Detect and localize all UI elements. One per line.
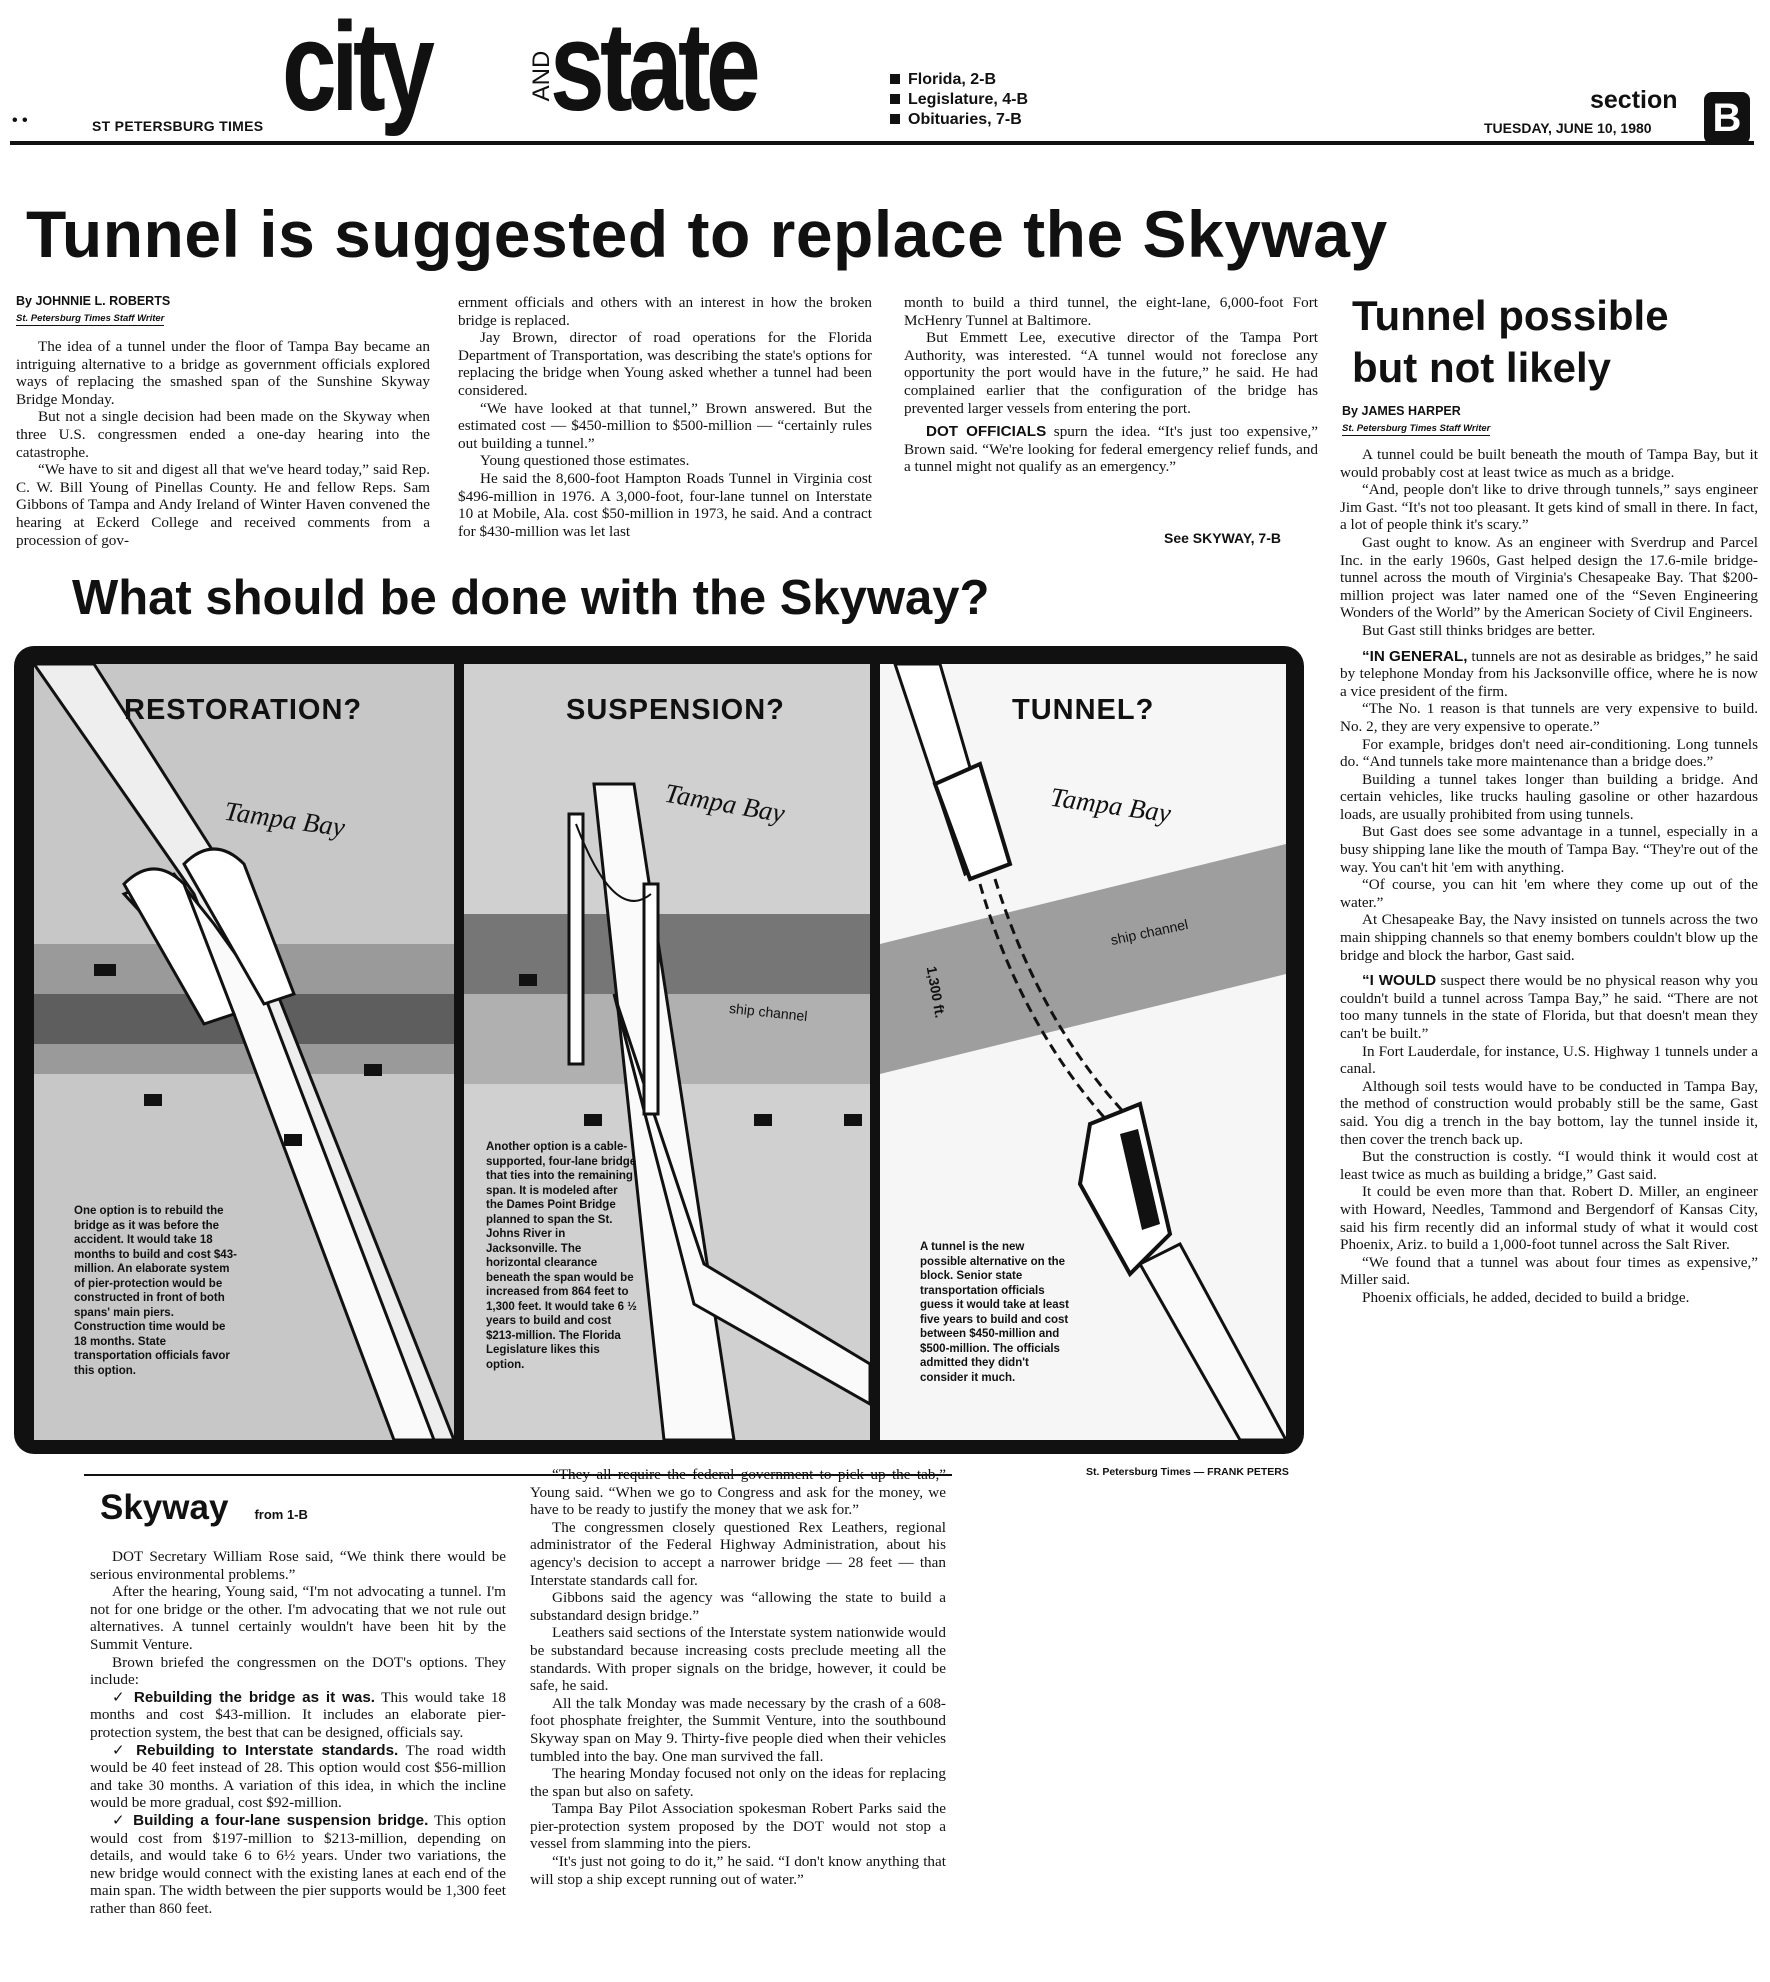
masthead-state: state	[550, 0, 757, 137]
main-story-col2: ernment officials and others with an interest in how the broken bridge is replaced. Jay Brown, director of road operations for the Florida Department of Transportation, was describing the state's options for replacing the bridge when Young asked whether a tunnel had been considered. “We have looked at that tunnel,” Brown answered. But the estimated cost — $450-million to $500-million — “certainly rules out building a tunnel.” Young questioned those estimates. He said the 8,600-foot Hampton Roads Tunnel in Virginia cost $496-million in 1976. A 3,000-foot, four-lane tunnel on Interstate 10 at Mobile, Ala. cost $50-million in 1973, he said. And a contract for $430-million was let last	[458, 294, 872, 540]
main-byline: By JOHNNIE L. ROBERTS St. Petersburg Times Staff Writer	[16, 294, 171, 324]
panel-title: SUSPENSION?	[566, 694, 785, 726]
masthead-index	[890, 70, 1028, 130]
side-headline: Tunnel possible but not likely	[1352, 292, 1669, 391]
graphic-credit: St. Petersburg Times — FRANK PETERS	[1086, 1466, 1289, 1478]
jump-col1: DOT Secretary William Rose said, “We think there would be serious environmental problems.” After the hearing, Young said, “I'm not advocating a tunnel. I'm not for one bridge or the other. I'm advocating that we not rule out alternatives. A tunnel certainly wouldn't have been hit by the Summit Venture. Brown briefed the congressmen on the DOT's options. They include: ✓ Rebuilding the bridge as it was. This would take 18 months and cost $43-million. It includes an elaborate pier-protection system, the best that can be designed, officials say. ✓ Rebuilding to Interstate standards. The road width would be 40 feet instead of 28. This option would cost $56-million and take 30 months. A variation of this idea, in which the incline would be more gradual, cost $92-million. ✓ Building a four-lane suspension bridge. This option would cost from $197-million to $213-million, depending on details, and would take 6 to 6½ years. Under two variations, the new bridge would connect with the existing lanes at each end of the main span. The width between the pier supports would be 1,300 feet rather than 860 feet.	[90, 1548, 507, 1917]
panel-place-label: Tampa Bay	[222, 795, 347, 843]
panel-channel-label: ship channel	[728, 999, 809, 1025]
masthead-city: city	[282, 0, 430, 137]
panel-caption: A tunnel is the new possible alternative on the block. Senior state transportation officials guess it would take at least five years to build and cost between $450-million and $500-million. The officials admitted they didn't consider it much.	[920, 1241, 1069, 1384]
index-item: Obituaries, 7-B	[890, 110, 1028, 130]
panel-caption: One option is to rebuild the bridge as it was before the accident. It would take 18 months to build and cost $43-million. An elaborate system of pier-protection would be constructed in front of both spans' main piers. Construction time would be 18 months. State transportation officials favor this option.	[74, 1205, 237, 1377]
panel-place-label: Tampa Bay	[1048, 781, 1173, 829]
panel-caption: Another option is a cable-supported, four-lane bridge that ties into the remaining span. It is modeled after the Dames Point Bridge planned to span the St. Johns River in Jacksonville. The horizontal clearance beneath the span would be increased from 864 feet to 1,300 feet. It would take 6 ½ years to build and cost $213-million. The Florida Legislature likes this option.	[486, 1141, 637, 1371]
panel-distance-label: 1,300 ft.	[923, 964, 949, 1020]
jump-col2: “They all require the federal government to pick up the tab,” Young said. “When we go to Congress and ask for the money, we have to be ready to justify the money that we ask for.” The congressmen closely questioned Rex Leathers, regional administrator of the Federal Highway Administration, about his agency's decision to accept a narrower bridge — 28 feet — than Interstate standards call for. Gibbons said the agency was “allowing the state to build a substandard design bridge.” Leathers said sections of the Interstate system nationwide would be substandard because increasing costs preclude meeting all the standards. With proper signals on the bridge, however, it could be safe, he said. All the talk Monday was made necessary by the crash of a 608-foot phosphate freighter, the Summit Venture, into the southbound Skyway span on May 9. Thirty-five people died when their vehicles tumbled into the bay. One man survived the fall. The hearing Monday focused not only on the ideas for replacing the span but also on safety. Tampa Bay Pilot Association spokesman Robert Parks said the pier-protection system proposed by the DOT would not stop a vessel from slamming into the piers. “It's just not going to do it,” he said. “I don't know anything that will stop a ship except running out of water.”	[530, 1466, 946, 1888]
section-letter: B	[1704, 92, 1750, 144]
panel-tunnel	[880, 664, 1286, 1440]
jump-title: Skyway	[100, 1488, 229, 1527]
section-word: section	[1590, 86, 1678, 114]
side-byline: By JAMES HARPER St. Petersburg Times Staff Writer	[1342, 404, 1491, 434]
main-headline: Tunnel is suggested to replace the Skyway	[26, 197, 1388, 271]
index-item: Legislature, 4-B	[890, 90, 1028, 110]
masthead-date: TUESDAY, JUNE 10, 1980	[1484, 120, 1652, 136]
panel-suspension	[464, 664, 870, 1440]
masthead-rule	[10, 141, 1754, 145]
panel-title: RESTORATION?	[124, 694, 363, 726]
index-item: Florida, 2-B	[890, 70, 1028, 90]
side-story-body: A tunnel could be built beneath the mouth of Tampa Bay, but it would probably cost at least twice as much as a bridge. “And, people don't like to drive through tunnels,” says engineer Jim Gast. “It's not too pleasant. It gets kind of small in there. In fact, a lot of people think it's scary.” Gast ought to know. As an engineer with Sverdrup and Parcel Inc. in the early 1960s, Gast helped design the 17.6-mile bridge-tunnel across the mouth of Virginia's Chesapeake Bay. That $200-million project was later named one of the “Seven Engineering Wonders of the World” by the American Society of Civil Engineers. But Gast still thinks bridges are better. “IN GENERAL, tunnels are not as desirable as bridges,” he said by telephone Monday from his Jacksonville office, where he is now a vice president of the firm. “The No. 1 reason is that tunnels are very expensive to build. No. 2, they are very expensive to operate.” For example, bridges don't need air-conditioning. Long tunnels do. “And tunnels take more maintenance than a bridge does.” Building a tunnel takes longer than building a bridge. And certain vehicles, like trucks hauling gasoline or other hazardous loads, are usually prohibited from using tunnels. But Gast does see some advantage in a tunnel, especially in a busy shipping lane like the mouth of Tampa Bay. “They're out of the way. You can't hit 'em with anything. “Of course, you can hit 'em where they come up out of the water.” At Chesapeake Bay, the Navy insisted on tunnels across the two main shipping channels so that enemy bombers couldn't blow up the bridge and block the harbor, Gast said. “I WOULD suspect there would be no physical reason why you couldn't build a tunnel across Tampa Bay,” he said. “There are not too many tunnels in the state of Florida, but that doesn't mean they can't be built.” In Fort Lauderdale, for instance, U.S. Highway 1 tunnels under a canal. Although soil tests would have to be conducted in Tampa Bay, the method of construction would probably still be the same, Gast said. You dig a trench in the bay bottom, lay the tunnel inside it, then cover the trench back up. But the construction is costly. “I would think it would cost at least twice as much as building a bridge,” Gast said. It could be even more than that. Robert D. Miller, an engineer with Howard, Needles, Tammond and Bergendorf of Kansas City, said his firm recently did an informal study of what it would cost Phoenix, Ariz. to build a 1,000-foot tunnel across the Salt River. “We found that a tunnel was about four times as expensive,” Miller said. Phoenix officials, he added, decided to build a bridge.	[1340, 446, 1758, 1306]
main-story-col3: month to build a third tunnel, the eight-lane, 6,000-foot Fort McHenry Tunnel at Baltimore. But Emmett Lee, executive director of the Tampa Port Authority, was interested. “A tunnel would not foreclose any opportunity the port would have in the future,” he said. He had complained earlier that the configuration of the bridge has prevented larger vessels from entering the port. DOT OFFICIALS spurn the idea. “It's just too expensive,” Brown said. “We're looking for federal emergency relief funds, and a tunnel might not qualify as an emergency.”	[904, 294, 1318, 476]
masthead-paper-name: ST PETERSBURG TIMES	[92, 118, 264, 134]
panel-title: TUNNEL?	[1012, 694, 1155, 726]
main-story-col1: The idea of a tunnel under the floor of Tampa Bay became an intriguing alternative to a bridge as government officials explored ways of replacing the smashed span of the Sunshine Skyway Bridge Monday. But not a single decision had been made on the Skyway when three U.S. congressmen ended a one-day hearing into the catastrophe. “We have to sit and digest all that we've heard today,” said Rep. C. W. Bill Young of Pinellas County. He and fellow Reps. Sam Gibbons of Tampa and Andy Ireland of Winter Haven convened the hearing at Eckerd College and received comments from a procession of gov-	[16, 338, 430, 549]
panel-restoration	[34, 664, 454, 1440]
jump-line: See SKYWAY, 7-B	[1164, 530, 1281, 546]
jump-from: from 1-B	[254, 1507, 308, 1522]
panel-channel-label: ship channel	[1109, 916, 1190, 948]
panel-place-label: Tampa Bay	[662, 777, 788, 829]
masthead-dots: • •	[12, 112, 28, 129]
masthead-and: AND	[528, 50, 555, 102]
graphic-headline: What should be done with the Skyway?	[72, 571, 990, 625]
jump-header	[100, 1488, 308, 1528]
